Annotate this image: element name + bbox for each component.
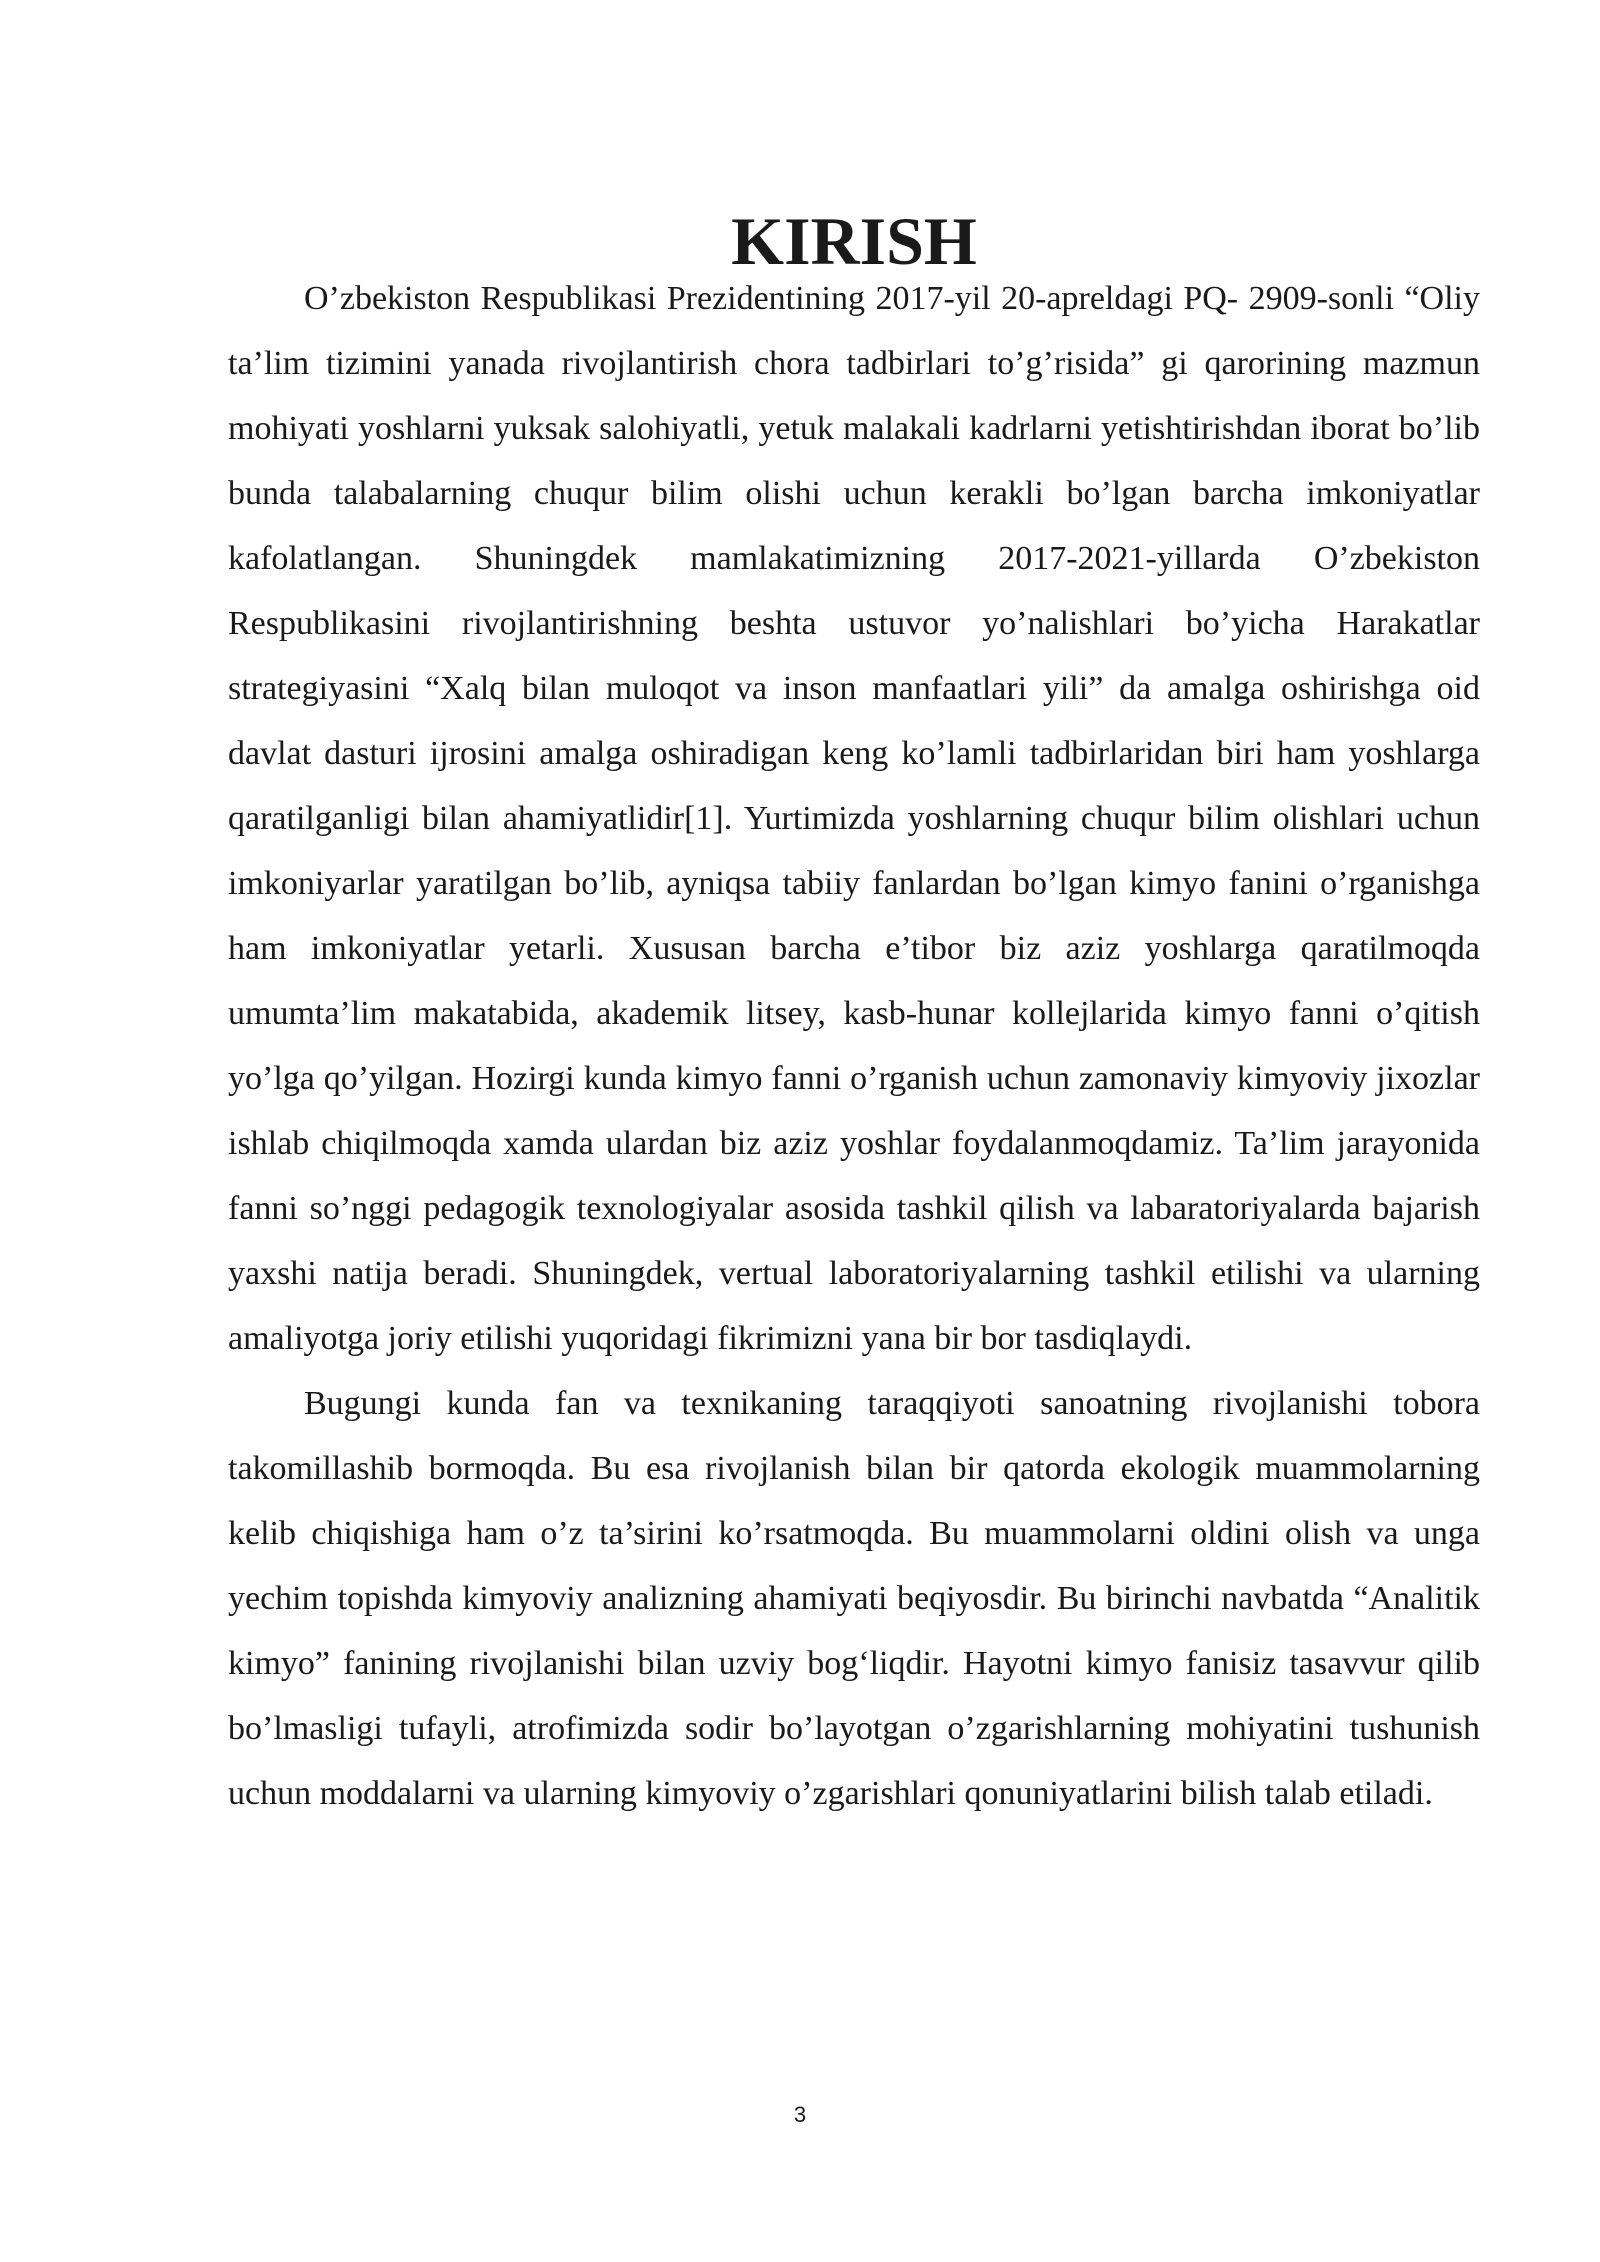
paragraph-intro: O’zbekiston Respublikasi Prezidentining 2017-yil 20-apreldagi PQ- 2909-sonli “Oliy ta’lim tizimini yanada rivojlantirish chora tadbirlari to’g’risida” gi qarorining mazmun mohiyati yoshlarni yuksak salohiyatli, yetuk malakali kadrlarni yetishtirishdan iborat bo’lib bunda talabalarning chuqur bilim olishi uchun kerakli bo’lgan barcha imkoniyatlar kafolatlangan. Shuningdek mamlakatimizning 2017-2021-yillarda O’zbekiston Respublikasini rivojlantirishning beshta ustuvor yo’nalishlari bo’yicha Harakatlar strategiyasini “Xalq bilan muloqot va inson manfaatlari yili” da amalga oshirishga oid davlat dasturi ijrosini amalga oshiradigan keng ko’lamli tadbirlaridan biri ham yoshlarga qaratilganligi bilan ahamiyatlidir[1]. Yurtimizda yoshlarning chuqur bilim olishlari uchun imkoniyarlar yaratilgan bo’lib, ayniqsa tabiiy fanlardan bo’lgan kimyo fanini o’rganishga ham imkoniyatlar yetarli. Xususan barcha e’tibor biz aziz yoshlarga qaratilmoqda umumta’lim makatabida, akademik litsey, kasb-hunar kollejlarida kimyo fanni o’qitish yo’lga qo’yilgan. Hozirgi kunda kimyo fanni o’rganish uchun zamonaviy kimyoviy jixozlar ishlab chiqilmoqda xamda ulardan biz aziz yoshlar foydalanmoqdamiz. Ta’lim jarayonida fanni so’nggi pedagogik texnologiyalar asosida tashkil qilish va labaratoriyalarda bajarish yaxshi natija beradi. Shuningdek, vertual laboratoriyalarning tashkil etilishi va ularning amaliyotga joriy etilishi yuqoridagi fikrimizni yana bir bor tasdiqlaydi. (228, 280, 1480, 1357)
page-content (228, 203, 1480, 1826)
page-title: KIRISH (731, 203, 977, 279)
page-number: 3 (793, 2102, 807, 2127)
paragraph-analytics: Bugungi kunda fan va texnikaning taraqqiyoti sanoatning rivojlanishi tobora takomillashib bormoqda. Bu esa rivojlanish bilan bir qatorda ekologik muammolarning kelib chiqishiga ham o’z ta’sirini ko’rsatmoqda. Bu muammolarni oldini olish va unga yechim topishda kimyoviy analizning ahamiyati beqiyosdir. Bu birinchi navbatda “Analitik kimyo” fanining rivojlanishi bilan uzviy bog‘liqdir. Hayotni kimyo fanisiz tasavvur qilib bo’lmasligi tufayli, atrofimizda sodir bo’layotgan o’zgarishlarning mohiyatini tushunish uchun moddalarni va ularning kimyoviy o’zgarishlari qonuniyatlarini bilish talab etiladi. (228, 1385, 1480, 1812)
